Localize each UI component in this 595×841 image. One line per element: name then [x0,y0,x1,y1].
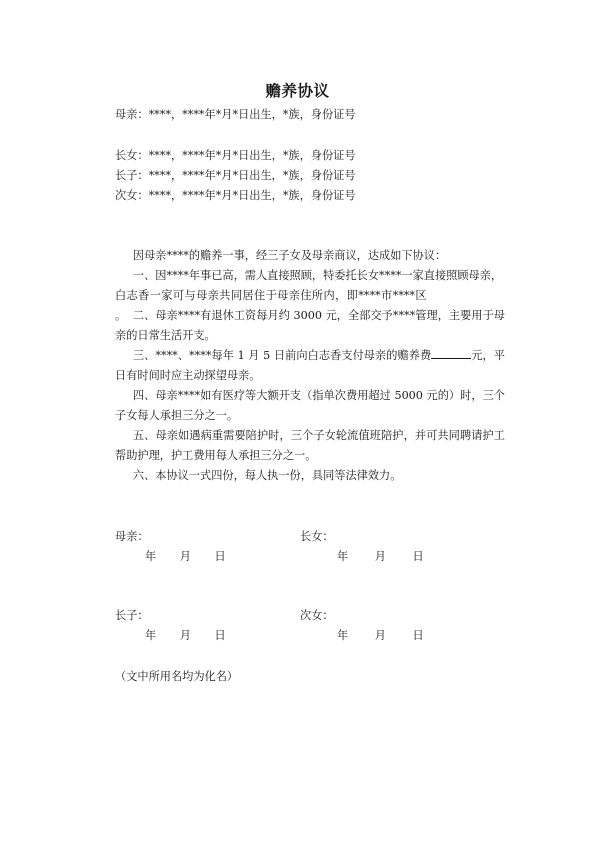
date-day: 日 [412,550,424,563]
party-eldest-son: 长子：****，****年*月*日出生，*族，身份证号 [115,169,356,182]
clause-5 [115,426,505,466]
signature-eldest-son-label: 长子： [115,609,149,622]
clause-3-text-before: 三、****、****每年 1 月 5 日前向白志香支付母亲的赡养费 [132,349,432,362]
clause-6-text: 六、本协议一式四份，每人执一份，具同等法律效力。 [132,469,402,482]
date-month: 月 [179,629,191,642]
clause-4 [115,386,505,426]
party-second-daughter: 次女：****，****年*月*日出生，*族，身份证号 [115,189,356,202]
clause-4-text: 四、母亲****如有医疗等大额开支（指单次费用超过 5000 元的）时，三个子女每人承担三分之一。 [115,389,505,422]
signature-second-daughter-label: 次女： [300,609,334,622]
date-year: 年 [337,550,349,563]
signature-eldest-son-date [145,627,226,643]
document-title: 赡养协议 [265,82,330,100]
clause-1-end: 。 [115,309,127,322]
pseudonym-note: （文中所用名均为化名） [115,670,239,683]
date-year: 年 [145,550,157,563]
date-month: 月 [374,629,386,642]
alimony-amount-blank [431,347,471,359]
party-mother: 母亲：****，****年*月*日出生，*族，身份证号 [115,108,356,121]
clause-1-line-1: 一、因****年事已高，需人直接照顾，特委托长女****一家直接照顾母亲， [132,269,503,282]
date-day: 日 [412,629,424,642]
clause-1-line-2: 白志香一家可与母亲共同居住于母亲住所内，即****市****区 [115,289,427,302]
date-day: 日 [214,629,226,642]
clause-3-text-after: 元，平日有时间时应主动探望母亲。 [115,349,505,382]
intro-text: 因母亲****的赡养一事，经三子女及母亲商议，达成如下协议： [132,249,447,262]
clause-6 [115,466,505,486]
date-year: 年 [145,629,157,642]
date-month: 月 [374,550,386,563]
date-day: 日 [214,550,226,563]
party-eldest-daughter: 长女：****，****年*月*日出生，*族，身份证号 [115,149,356,162]
signature-eldest-daughter-date [337,548,424,564]
clause-3 [115,346,505,386]
signature-eldest-daughter-label: 长女： [300,530,334,543]
agreement-intro [115,246,505,266]
signature-mother-date [145,548,226,564]
clause-2-text: 二、母亲****有退休工资每月约 3000 元，全部交予****管理，主要用于母亲的日常生活开支。 [115,309,505,342]
clause-5-text: 五、母亲如遇病重需要陪护时，三个子女轮流值班陪护，并可共同聘请护工帮助护理，护工费用每人承担三分之一。 [115,429,505,462]
date-month: 月 [179,550,191,563]
signature-mother-label: 母亲： [115,530,149,543]
signature-second-daughter-date [337,627,424,643]
clause-2 [115,306,505,346]
date-year: 年 [337,629,349,642]
